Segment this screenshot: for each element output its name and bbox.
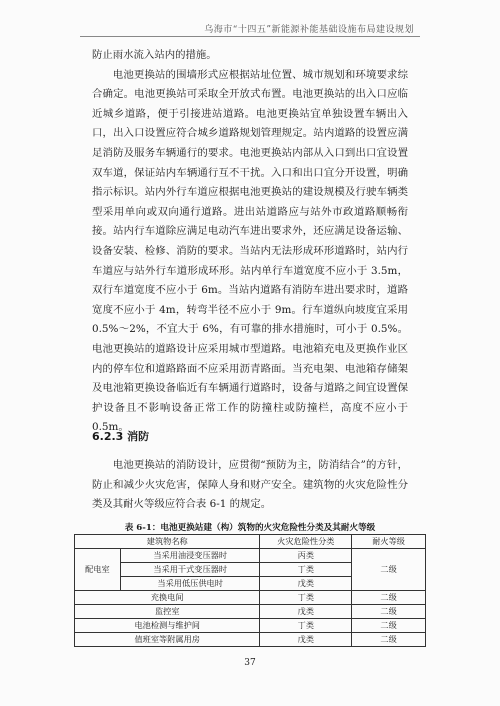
table-caption: 表 6-1：电池更换站建（构）筑物的火灾危险性分类及其耐火等级 [124, 523, 376, 533]
building-name-cell: 当采用干式变压器时 [120, 563, 260, 577]
building-name-cell: 值班室等附属用房 [75, 633, 260, 647]
page-number: 37 [244, 658, 256, 668]
paragraph-fire-protection: 电池更换站的消防设计，应贯彻“预防为主，防消结合”的方针，防止和减少火灾危害，保障人身和财产安全。建筑物的火灾危险性分类及其耐火等级应符合表 6-1 的规定。 [92, 459, 408, 511]
header-fire-grade: 耐火等级 [352, 535, 426, 549]
fire-class-cell: 戊类 [260, 605, 352, 619]
fire-protection-text [92, 456, 408, 515]
fire-class-cell: 戊类 [260, 633, 352, 647]
body-text [92, 46, 408, 438]
fire-grade-cell: 二级 [352, 633, 426, 647]
building-name-cell: 监控室 [75, 605, 260, 619]
table-header-row [75, 535, 426, 549]
fire-grade-cell: 二级 [352, 619, 426, 633]
building-name-cell: 当采用低压供电时 [120, 577, 260, 591]
group-label-cell: 配电室 [75, 549, 121, 591]
table-row [75, 619, 426, 633]
section-heading: 6.2.3 消防 [92, 430, 150, 443]
fire-grade-cell: 二级 [352, 605, 426, 619]
fire-class-cell: 戊类 [260, 577, 352, 591]
fire-class-cell: 丁类 [260, 619, 352, 633]
fire-grade-cell: 二级 [352, 591, 426, 605]
fire-risk-table [74, 534, 426, 647]
fire-class-cell: 丙类 [260, 549, 352, 563]
running-header: 乌海市“十四五”新能源补能基础设施布局建设规划 [204, 25, 414, 35]
table-row [75, 605, 426, 619]
building-name-cell: 充换电间 [75, 591, 260, 605]
fire-grade-cell: 二级 [352, 549, 426, 591]
header-fire-class: 火灾危险性分类 [260, 535, 352, 549]
table-row [75, 633, 426, 647]
paragraph-battery-station-layout: 电池更换站的围墙形式应根据站址位置、城市规划和环境要求综合确定。电池更换站可采取全开放式布置。电池更换站的出入口应临近城乡道路，便于引接进站道路。电池更换站宜单独设置车辆出入口，出入口设置应符合城乡道路规划管理规定。站内道路的设置应满足消防及服务车辆通行的要求。电池更换站内部从入口到出口宜设置双车道，保证站内车辆通行互不干扰。入口和出口宜分开设置，明确指示标识。站内外行车道应根据电池更换站的建设规模及行驶车辆类型采用单向或双向通行道路。进出站道路应与站外市政道路顺畅衔接。站内行车道除应满足电动汽车进出要求外，还应满足设备运输、设备安装、检修、消防的要求。当站内无法形成环形道路时，站内行车道应与站外行车道形成环形。站内单行车道宽度不应小于 3.5m，双行车道宽度不应小于 6m。当站内道路有消防车进出要求时，道路宽度不应小于 4m，转弯半径不应小于 9m。行车道纵向坡度宜采用 0.5%～2%，不宜大于 6%，有可靠的排水措施时，可小于 0.5%。电池更换站的道路设计应采用城市型道路。电池箱充电及更换作业区内的停车位和道路路面不应采用沥青路面。当充电架、电池箱存储架及电池箱更换设备临近有车辆通行道路时，设备与道路之间宜设置保护设备且不影响设备正常工作的防撞柱或防撞栏，高度不应小于 0.5m。 [92, 68, 408, 434]
table-row [75, 549, 426, 563]
paragraph-continued: 防止雨水流入站内的措施。 [92, 49, 217, 61]
header-building-name: 建筑物名称 [75, 535, 260, 549]
building-name-cell: 当采用油浸变压器时 [120, 549, 260, 563]
table-row [75, 591, 426, 605]
header-rule [80, 36, 420, 37]
fire-class-cell: 丁类 [260, 591, 352, 605]
fire-class-cell: 丁类 [260, 563, 352, 577]
building-name-cell: 电池检测与维护间 [75, 619, 260, 633]
